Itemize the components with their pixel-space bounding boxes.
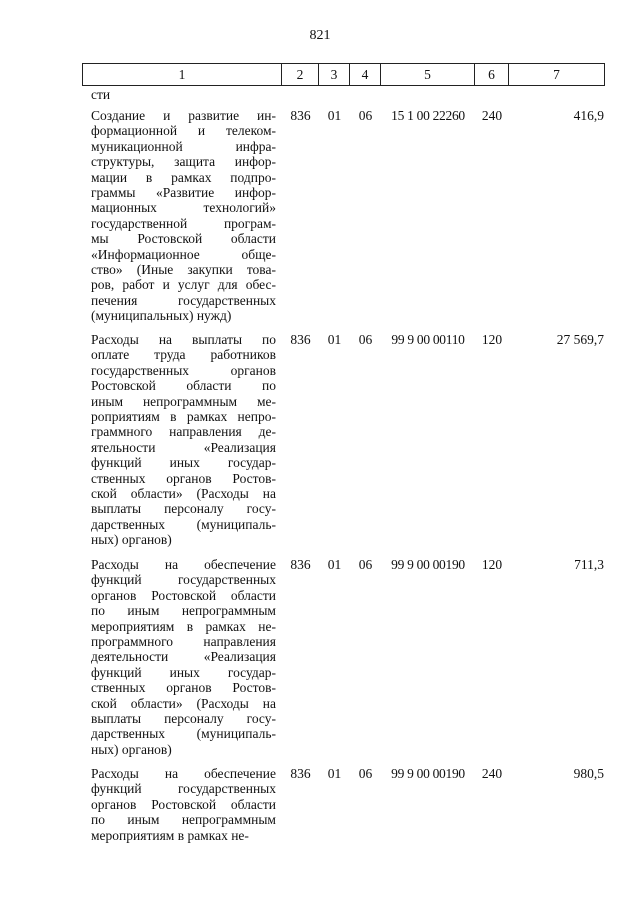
cell-col-7: 27 569,7 bbox=[556, 332, 604, 347]
header-col-2: 2 bbox=[282, 64, 319, 86]
description-line: дарственных (муниципаль- bbox=[91, 726, 276, 742]
row-description bbox=[91, 108, 276, 323]
header-col-5: 5 bbox=[381, 64, 475, 86]
cell-col-4: 06 bbox=[358, 557, 373, 572]
description-line: (муниципальных) нужд) bbox=[91, 308, 232, 324]
description-line: Расходы на обеспечение bbox=[91, 557, 276, 572]
description-line: мероприятиям в рамках не- bbox=[91, 827, 249, 843]
cell-col-4: 06 bbox=[358, 766, 373, 781]
description-line: печения государственных bbox=[91, 292, 276, 308]
cell-col-7: 711,3 bbox=[574, 557, 604, 572]
description-line: оплате труда работников bbox=[91, 347, 276, 363]
header-col-7: 7 bbox=[509, 64, 605, 86]
header-col-3: 3 bbox=[319, 64, 350, 86]
cell-col-7: 980,5 bbox=[573, 766, 604, 781]
cell-col-6: 240 bbox=[481, 108, 503, 123]
description-line: государственной програм- bbox=[91, 215, 276, 231]
row-description bbox=[91, 332, 276, 547]
description-line: мационных технологий» bbox=[91, 200, 276, 216]
description-line: иным непрограммным ме- bbox=[91, 393, 276, 409]
description-line: муникационной инфра- bbox=[91, 138, 276, 154]
cell-col-2: 836 bbox=[290, 766, 311, 781]
cell-col-5: 15 1 00 22260 bbox=[391, 108, 465, 123]
cell-col-6: 240 bbox=[481, 766, 503, 781]
description-line: по иным непрограммным bbox=[91, 812, 276, 828]
description-line: структуры, защита инфор- bbox=[91, 154, 276, 170]
description-line: ных) органов) bbox=[91, 532, 172, 548]
description-line: функций государственных bbox=[91, 572, 276, 588]
description-line: ство» (Иные закупки това- bbox=[91, 261, 276, 277]
description-line: ственных органов Ростов- bbox=[91, 470, 276, 486]
cell-col-3: 01 bbox=[327, 766, 342, 781]
description-line: «Информационное обще- bbox=[91, 246, 276, 262]
cell-col-4: 06 bbox=[358, 108, 373, 123]
description-line: органов Ростовской области bbox=[91, 587, 276, 603]
description-line: ственных органов Ростов- bbox=[91, 680, 276, 696]
table-header bbox=[82, 63, 605, 86]
cell-col-2: 836 bbox=[290, 557, 311, 572]
description-line: выплаты персоналу госу- bbox=[91, 710, 276, 726]
description-line: мации в рамках подпро- bbox=[91, 169, 276, 185]
description-line: мы Ростовской области bbox=[91, 231, 276, 247]
description-line: выплаты персоналу госу- bbox=[91, 501, 276, 517]
description-line: программного направления bbox=[91, 633, 276, 649]
description-line: ных) органов) bbox=[91, 741, 172, 757]
description-line: граммы «Развитие инфор- bbox=[91, 184, 276, 200]
description-line: ской области» (Расходы на bbox=[91, 485, 276, 501]
description-line: деятельности «Реализация bbox=[91, 649, 276, 665]
description-line: ской области» (Расходы на bbox=[91, 695, 276, 711]
description-line: Ростовской области по bbox=[91, 378, 276, 394]
row-description bbox=[91, 557, 276, 757]
row-description bbox=[91, 766, 276, 843]
description-line: функций государственных bbox=[91, 781, 276, 797]
description-line: мероприятиям в рамках не- bbox=[91, 618, 276, 634]
description-line: граммного направления де- bbox=[91, 424, 276, 440]
description-line: по иным непрограммным bbox=[91, 603, 276, 619]
description-line: формационной и телеком- bbox=[91, 123, 276, 139]
cell-col-6: 120 bbox=[481, 332, 503, 347]
description-line: ров, работ и услуг для обес- bbox=[91, 277, 276, 293]
description-line: Расходы на обеспечение bbox=[91, 766, 276, 781]
description-line: роприятиям в рамках непро- bbox=[91, 408, 276, 424]
cell-col-5: 99 9 00 00110 bbox=[391, 332, 465, 347]
description-line: Создание и развитие ин- bbox=[91, 108, 276, 123]
header-col-1: 1 bbox=[83, 64, 282, 86]
description-line: дарственных (муниципаль- bbox=[91, 516, 276, 532]
cell-col-5: 99 9 00 00190 bbox=[391, 766, 465, 781]
description-line: государственных органов bbox=[91, 362, 276, 378]
description-line: ятельности «Реализация bbox=[91, 439, 276, 455]
description-line: органов Ростовской области bbox=[91, 796, 276, 812]
header-col-6: 6 bbox=[475, 64, 509, 86]
cell-col-7: 416,9 bbox=[573, 108, 604, 123]
description-line: функций иных государ- bbox=[91, 455, 276, 471]
cell-col-6: 120 bbox=[481, 557, 503, 572]
cell-col-4: 06 bbox=[358, 332, 373, 347]
cell-col-2: 836 bbox=[290, 332, 311, 347]
description-line: функций иных государ- bbox=[91, 664, 276, 680]
cell-col-5: 99 9 00 00190 bbox=[391, 557, 465, 572]
cell-col-3: 01 bbox=[327, 557, 342, 572]
cell-col-2: 836 bbox=[290, 108, 311, 123]
page-number: 821 bbox=[309, 28, 331, 43]
header-col-4: 4 bbox=[350, 64, 381, 86]
cell-col-3: 01 bbox=[327, 332, 342, 347]
description-line: Расходы на выплаты по bbox=[91, 332, 276, 347]
cell-col-3: 01 bbox=[327, 108, 342, 123]
continuation-text: сти bbox=[91, 87, 111, 102]
